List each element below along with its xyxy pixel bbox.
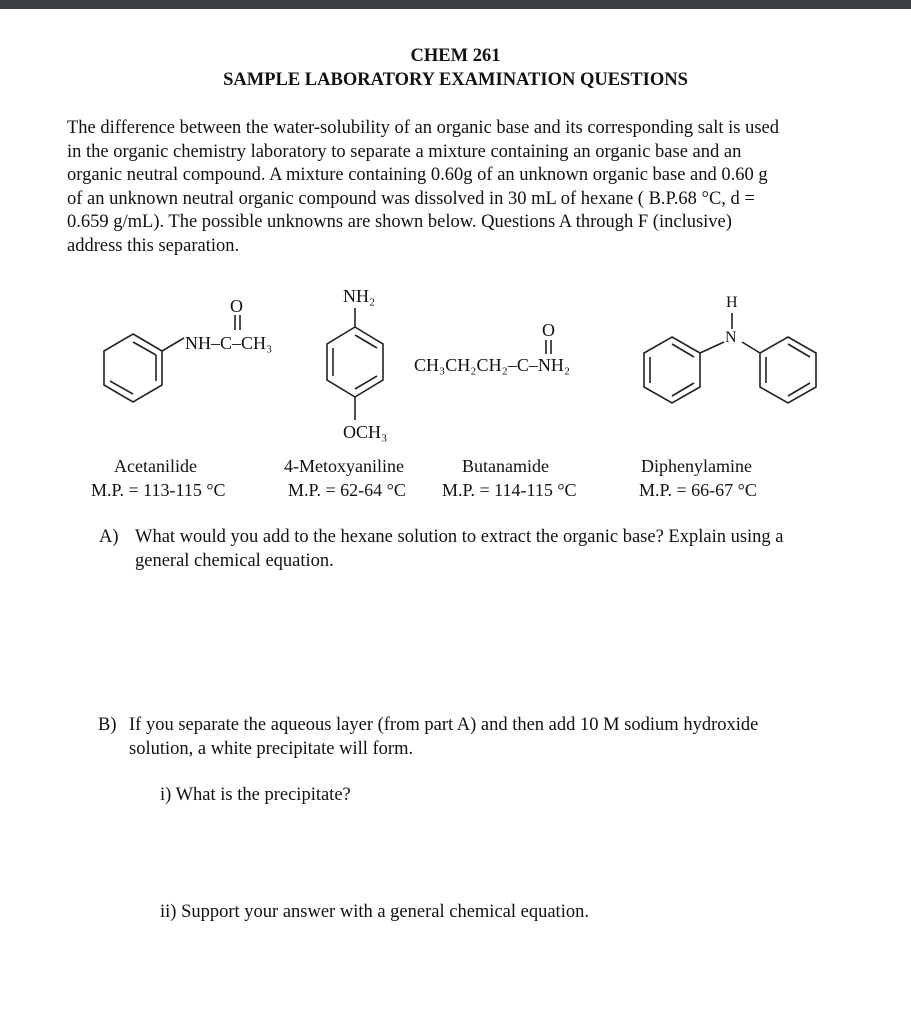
butanamide-oxygen: O — [542, 320, 555, 340]
intro-line: of an unknown neutral organic compound was dissolved in 30 mL of hexane ( B.P.68 °C, d = — [67, 188, 755, 209]
question-b — [98, 714, 758, 761]
intro-line: address this separation. — [67, 235, 240, 256]
acetanilide-formula: NH–C–CH₃ — [185, 333, 273, 353]
acetanilide-bond — [162, 338, 184, 351]
question-a-text-line2: general chemical equation. — [135, 550, 334, 571]
methoxyaniline-benzene-ring — [327, 327, 383, 397]
question-b-letter: B) — [98, 715, 117, 735]
diphenylamine-left-ring — [644, 337, 700, 403]
compound-name-diphenylamine: Diphenylamine — [641, 456, 752, 476]
question-a-text-line1: What would you add to the hexane solution to extract the organic base? Explain using a — [135, 527, 784, 547]
question-b-part-i: i) What is the precipitate? — [160, 785, 351, 805]
diphenylamine-hydrogen: H — [726, 294, 738, 311]
question-b-part-ii: ii) Support your answer with a general chemical equation. — [160, 902, 589, 922]
compound-mp-diphenylamine: M.P. = 66-67 °C — [639, 480, 757, 500]
intro-line: in the organic chemistry laboratory to separate a mixture containing an organic base and an — [67, 141, 742, 162]
compound-mp-methoxyaniline: M.P. = 62-64 °C — [288, 480, 406, 500]
compound-name-methoxyaniline: 4-Metoxyaniline — [284, 456, 404, 476]
compound-name-acetanilide: Acetanilide — [114, 456, 197, 476]
intro-line: organic neutral compound. A mixture containing 0.60g of an unknown organic base and 0.60 g — [67, 165, 768, 185]
compound-mp-butanamide: M.P. = 114-115 °C — [442, 480, 577, 500]
acetanilide-benzene-ring — [104, 334, 162, 402]
diphenylamine-nitrogen: N — [725, 329, 737, 346]
intro-line: 0.659 g/mL). The possible unknowns are shown below. Questions A through F (inclusive) — [67, 212, 732, 232]
question-a — [99, 526, 784, 573]
methoxyaniline-amine: NH₂ — [343, 286, 376, 306]
diphenylamine-right-ring — [760, 337, 816, 403]
intro-line: The difference between the water-solubility of an organic base and its corresponding salt is used — [67, 118, 779, 138]
acetanilide-oxygen: O — [230, 296, 243, 316]
butanamide-formula: CH₃CH₂CH₂–C–NH₂ — [414, 355, 571, 375]
methoxyaniline-methoxy: OCH₃ — [343, 422, 388, 442]
compound-name-butanamide: Butanamide — [462, 456, 549, 476]
course-title: CHEM 261 — [410, 46, 501, 66]
question-b-text-line2: solution, a white precipitate will form. — [129, 738, 414, 759]
question-b-text-line1: If you separate the aqueous layer (from part A) and then add 10 M sodium hydroxide — [129, 715, 759, 735]
compound-mp-acetanilide: M.P. = 113-115 °C — [91, 480, 226, 500]
question-a-letter: A) — [99, 527, 119, 547]
exam-subtitle: SAMPLE LABORATORY EXAMINATION QUESTIONS — [223, 70, 688, 90]
